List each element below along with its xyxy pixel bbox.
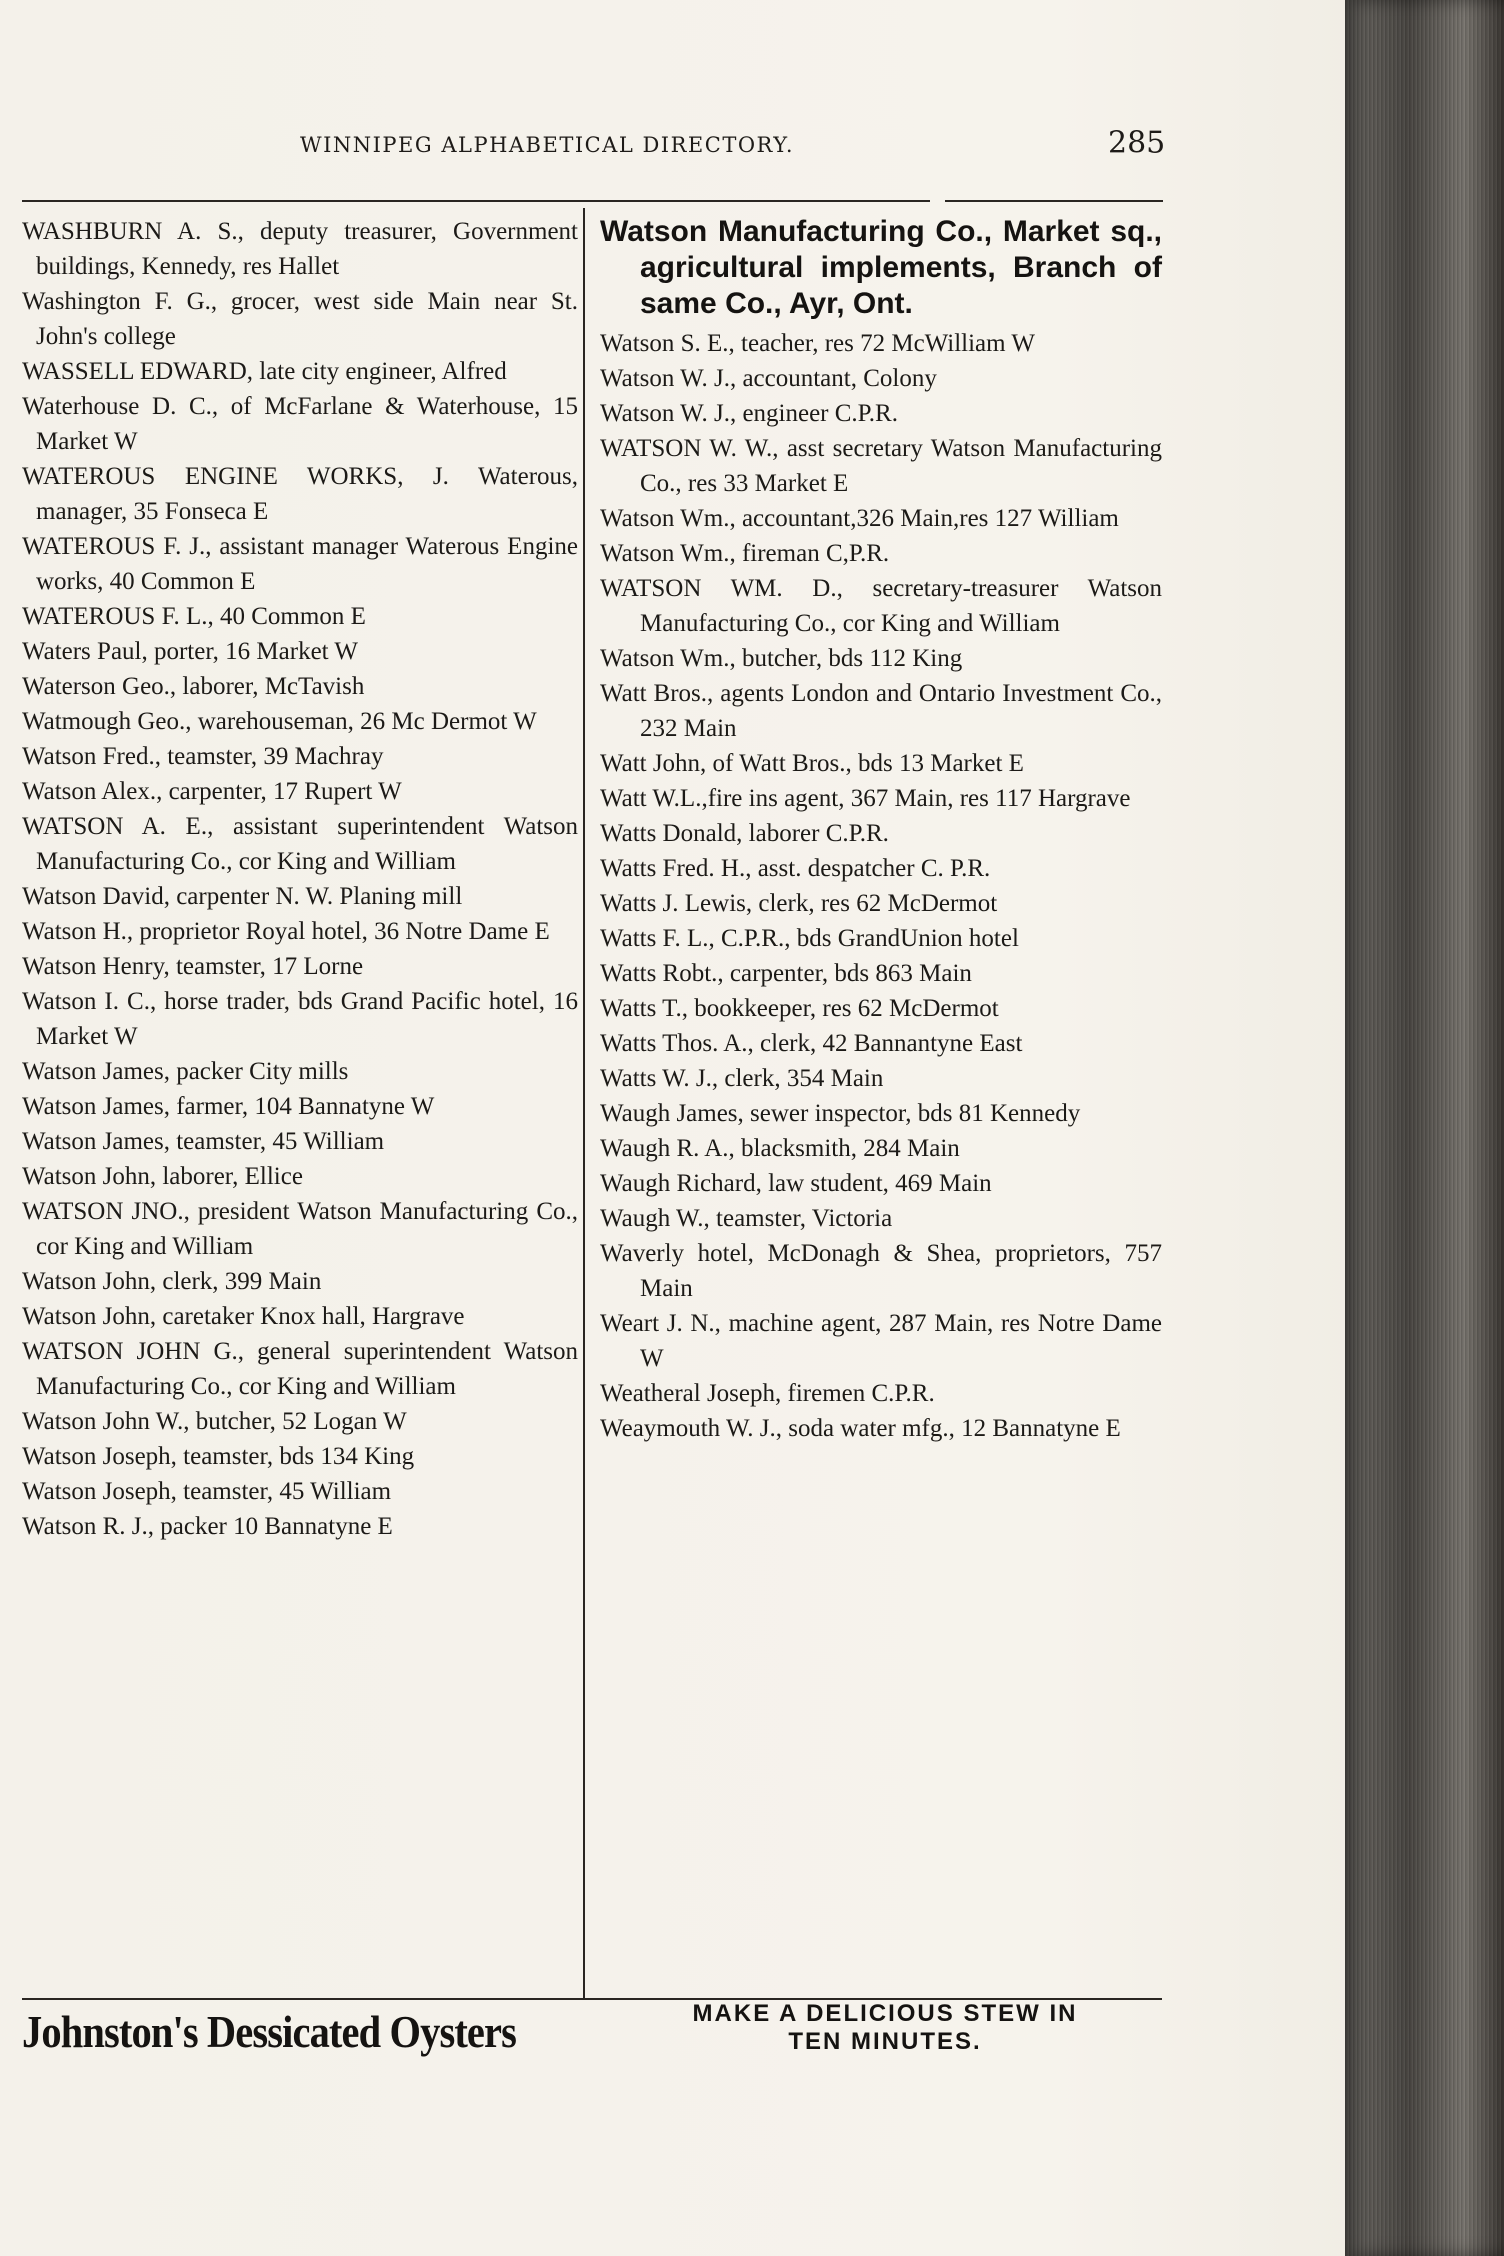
- directory-entry: WASHBURN A. S., deputy treasurer, Government buildings, Kennedy, res Hallet: [22, 218, 578, 280]
- directory-entry: Watson John, laborer, Ellice: [22, 1163, 303, 1190]
- directory-entry: Watson James, farmer, 104 Bannatyne W: [22, 1093, 435, 1120]
- directory-entry: Watson Henry, teamster, 17 Lorne: [22, 953, 364, 980]
- directory-entry: Watts F. L., C.P.R., bds GrandUnion hotel: [600, 925, 1019, 952]
- directory-entry: Watson James, packer City mills: [22, 1058, 349, 1085]
- directory-entry: WATEROUS ENGINE WORKS, J. Waterous, manager, 35 Fonseca E: [22, 463, 578, 525]
- directory-entry: Watson John, caretaker Knox hall, Hargrave: [22, 1303, 465, 1330]
- directory-entry: WATSON JOHN G., general superintendent Watson Manufacturing Co., cor King and William: [22, 1338, 578, 1400]
- directory-entry: Watmough Geo., warehouseman, 26 Mc Dermot W: [22, 708, 537, 735]
- header-rule-right: [945, 200, 1163, 202]
- directory-entry: Waugh W., teamster, Victoria: [600, 1205, 893, 1232]
- directory-entry: Watson W. J., engineer C.P.R.: [600, 400, 898, 427]
- directory-entry: Washington F. G., grocer, west side Main near St. John's college: [22, 288, 578, 350]
- directory-entry: WATSON WM. D., secretary-treasurer Watson Manufacturing Co., cor King and William: [600, 575, 1162, 637]
- footer-advertisement: Johnston's Dessicated Oysters: [22, 2006, 516, 2057]
- column-divider: [583, 208, 585, 1998]
- directory-entry: Watson Fred., teamster, 39 Machray: [22, 743, 384, 770]
- page-header-title: WINNIPEG ALPHABETICAL DIRECTORY.: [300, 133, 795, 157]
- left-column: [22, 214, 578, 1544]
- directory-entry: Watt John, of Watt Bros., bds 13 Market E: [600, 750, 1024, 777]
- directory-entry: Watt W.L.,fire ins agent, 367 Main, res 117 Hargrave: [600, 785, 1131, 812]
- directory-entry: Waters Paul, porter, 16 Market W: [22, 638, 359, 665]
- directory-entry: Watson W. J., accountant, Colony: [600, 365, 937, 392]
- book-edge: [1345, 0, 1504, 2256]
- footer-slogan: [600, 2000, 1170, 2056]
- directory-entry: WATSON W. W., asst secretary Watson Manufacturing Co., res 33 Market E: [600, 435, 1162, 497]
- page-number: 285: [1108, 125, 1166, 161]
- directory-entry: Waterhouse D. C., of McFarlane & Waterhouse, 15 Market W: [22, 393, 578, 455]
- directory-entry: Watson Wm., fireman C,P.R.: [600, 540, 890, 567]
- directory-entry: Waugh James, sewer inspector, bds 81 Kennedy: [600, 1100, 1081, 1127]
- directory-entry: Waterson Geo., laborer, McTavish: [22, 673, 365, 700]
- directory-entry: Watts J. Lewis, clerk, res 62 McDermot: [600, 890, 998, 917]
- directory-entry: Watts Robt., carpenter, bds 863 Main: [600, 960, 972, 987]
- directory-entry: WASSELL EDWARD, late city engineer, Alfred: [22, 358, 507, 385]
- directory-entry: WATSON A. E., assistant superintendent Watson Manufacturing Co., cor King and William: [22, 813, 578, 875]
- directory-entry: WATSON JNO., president Watson Manufacturing Co., cor King and William: [22, 1198, 578, 1260]
- header-rule: [22, 200, 930, 202]
- directory-entry: Watts W. J., clerk, 354 Main: [600, 1065, 884, 1092]
- footer-slogan-line2: TEN MINUTES.: [788, 2028, 982, 2055]
- directory-entry: WATEROUS F. J., assistant manager Waterous Engine works, 40 Common E: [22, 533, 578, 595]
- directory-entry: Watson Wm., accountant,326 Main,res 127 William: [600, 505, 1119, 532]
- directory-entry: Weatheral Joseph, firemen C.P.R.: [600, 1380, 935, 1407]
- directory-entry: Weaymouth W. J., soda water mfg., 12 Bannatyne E: [600, 1415, 1121, 1442]
- directory-entry: Watts Thos. A., clerk, 42 Bannantyne East: [600, 1030, 1023, 1057]
- directory-entry: Watson Joseph, teamster, bds 134 King: [22, 1443, 415, 1470]
- directory-entry: Watson Wm., butcher, bds 112 King: [600, 645, 963, 672]
- directory-entry: Watson S. E., teacher, res 72 McWilliam W: [600, 330, 1035, 357]
- directory-entry: WATEROUS F. L., 40 Common E: [22, 603, 366, 630]
- directory-entry: Watts Donald, laborer C.P.R.: [600, 820, 889, 847]
- directory-entry: Watson Joseph, teamster, 45 William: [22, 1478, 392, 1505]
- directory-entry: Watt Bros., agents London and Ontario Investment Co., 232 Main: [600, 680, 1162, 742]
- directory-entry: Watson I. C., horse trader, bds Grand Pacific hotel, 16 Market W: [22, 988, 578, 1050]
- directory-entry: Watson James, teamster, 45 William: [22, 1128, 385, 1155]
- directory-entry: Weart J. N., machine agent, 287 Main, res Notre Dame W: [600, 1310, 1162, 1372]
- directory-entry: Watts T., bookkeeper, res 62 McDermot: [600, 995, 999, 1022]
- directory-entry: Waverly hotel, McDonagh & Shea, proprietors, 757 Main: [600, 1240, 1162, 1302]
- directory-entry: Watson David, carpenter N. W. Planing mill: [22, 883, 463, 910]
- directory-entry: Watts Fred. H., asst. despatcher C. P.R.: [600, 855, 991, 882]
- directory-entry: Watson R. J., packer 10 Bannatyne E: [22, 1513, 393, 1540]
- directory-entry: Watson H., proprietor Royal hotel, 36 Notre Dame E: [22, 918, 550, 945]
- directory-entry: Watson John W., butcher, 52 Logan W: [22, 1408, 407, 1435]
- directory-entry: Watson Alex., carpenter, 17 Rupert W: [22, 778, 402, 805]
- right-column: [600, 214, 1162, 1446]
- directory-entry: Watson John, clerk, 399 Main: [22, 1268, 322, 1295]
- footer-slogan-line1: MAKE A DELICIOUS STEW IN: [692, 2000, 1078, 2027]
- featured-entry: Watson Manufacturing Co., Market sq., agricultural implements, Branch of same Co., Ayr, Ont.: [600, 215, 1162, 320]
- directory-entry: Waugh Richard, law student, 469 Main: [600, 1170, 992, 1197]
- directory-entry: Waugh R. A., blacksmith, 284 Main: [600, 1135, 960, 1162]
